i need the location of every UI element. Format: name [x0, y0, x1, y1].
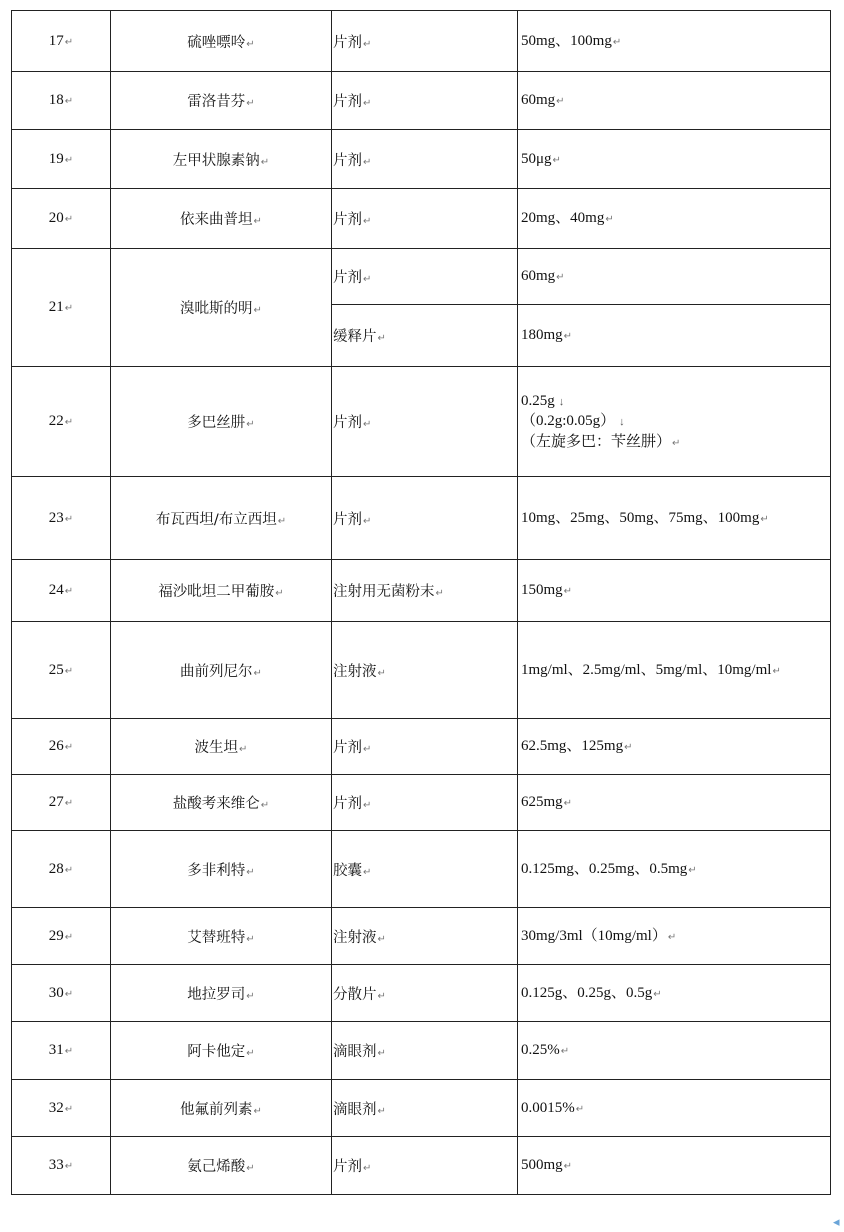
drug-name: 波生坦 — [194, 740, 239, 756]
cell-drug-name — [111, 1080, 332, 1137]
row-number: 18 — [48, 92, 64, 108]
cell-dosage-form — [332, 189, 518, 249]
specification-text: 0.125mg、0.25mg、0.5mg — [521, 860, 688, 877]
paragraph-mark-icon: ↵ — [64, 798, 74, 809]
paragraph-mark-icon: ↵ — [563, 331, 573, 343]
cell-specification — [518, 831, 831, 908]
specification-line — [521, 90, 830, 110]
paragraph-mark-icon: ↵ — [377, 1105, 386, 1117]
paragraph-mark-icon: ↵ — [563, 798, 573, 810]
paragraph-mark-icon: ↵ — [363, 515, 372, 527]
cell-specification — [518, 908, 831, 965]
paragraph-mark-icon: ↵ — [612, 36, 622, 48]
cell-drug-name — [111, 130, 332, 189]
cell-specification — [518, 1137, 831, 1195]
paragraph-mark-icon: ↵ — [624, 742, 633, 754]
paragraph-mark-icon: ↵ — [653, 988, 662, 1000]
specification-text: 62.5mg、125mg — [521, 738, 624, 755]
drug-spec-table — [11, 10, 831, 1195]
table-row — [12, 1137, 831, 1195]
paragraph-mark-icon: ↵ — [246, 990, 255, 1002]
table-row — [12, 908, 831, 965]
specification-text: （左旋多巴：苄丝肼） — [521, 433, 672, 450]
paragraph-mark-icon: ↵ — [64, 1161, 74, 1172]
specification-text: 10mg、25mg、50mg、75mg、100mg — [521, 509, 760, 526]
dosage-form: 片剂 — [333, 796, 362, 812]
cell-dosage-form — [332, 719, 518, 775]
paragraph-mark-icon: ↵ — [363, 156, 372, 168]
cell-number — [12, 72, 111, 130]
drug-name: 盐酸考来维仑 — [172, 796, 260, 812]
cell-number — [12, 367, 111, 477]
row-number: 22 — [48, 413, 64, 429]
specification-line — [521, 660, 830, 680]
cell-dosage-form — [332, 305, 518, 367]
table-row — [12, 560, 831, 622]
dosage-form: 片剂 — [333, 94, 362, 110]
paragraph-mark-icon: ↵ — [435, 588, 444, 599]
paragraph-mark-icon: ↵ — [64, 96, 74, 107]
specification-text: 0.25g — [521, 393, 555, 410]
specification-line — [521, 31, 830, 51]
line-break-mark-icon: ↓ — [558, 396, 565, 409]
paragraph-mark-icon: ↵ — [377, 333, 386, 344]
table-row — [12, 622, 831, 719]
paragraph-mark-icon: ↵ — [377, 667, 386, 679]
line-break-mark-icon: ↓ — [619, 416, 625, 429]
cell-dosage-form — [332, 560, 518, 622]
cell-number — [12, 477, 111, 560]
cell-drug-name — [111, 622, 332, 719]
paragraph-mark-icon: ↵ — [239, 744, 248, 755]
paragraph-mark-icon: ↵ — [246, 1048, 255, 1059]
cell-dosage-form — [332, 1022, 518, 1080]
cell-drug-name — [111, 775, 332, 831]
cell-specification — [518, 965, 831, 1022]
table-body — [12, 11, 831, 1195]
cell-dosage-form — [332, 1080, 518, 1137]
cell-drug-name — [111, 11, 332, 72]
paragraph-mark-icon: ↵ — [253, 1105, 262, 1117]
paragraph-mark-icon: ↵ — [672, 437, 681, 449]
specification-line — [521, 736, 830, 756]
paragraph-mark-icon: ↵ — [246, 98, 255, 109]
paragraph-mark-icon: ↵ — [260, 156, 270, 168]
specification-text: 50mg、100mg — [521, 32, 612, 49]
drug-name: 布瓦西坦/布立西坦 — [155, 511, 277, 528]
paragraph-mark-icon: ↵ — [64, 303, 74, 314]
cell-specification — [518, 367, 831, 477]
row-number: 25 — [48, 661, 64, 678]
specification-text: 60mg — [521, 268, 556, 285]
paragraph-mark-icon: ↵ — [275, 588, 284, 599]
cell-dosage-form — [332, 622, 518, 719]
row-number: 23 — [48, 509, 64, 526]
drug-name: 硫唑嘌呤 — [187, 34, 246, 51]
paragraph-mark-icon: ↵ — [772, 665, 781, 677]
paragraph-mark-icon: ↵ — [64, 742, 74, 753]
dosage-form: 注射液 — [333, 929, 377, 946]
cell-dosage-form — [332, 72, 518, 130]
specification-line — [521, 411, 830, 431]
cell-specification — [518, 477, 831, 560]
drug-name: 雷洛昔芬 — [187, 94, 246, 110]
cell-drug-name — [111, 831, 332, 908]
row-number: 17 — [48, 32, 64, 49]
cell-drug-name — [111, 72, 332, 130]
cell-specification — [518, 11, 831, 72]
specification-line — [521, 391, 830, 411]
drug-name: 曲前列尼尔 — [180, 663, 253, 680]
cell-drug-name — [111, 719, 332, 775]
cell-specification — [518, 719, 831, 775]
specification-line — [521, 1098, 830, 1118]
table-row — [12, 965, 831, 1022]
drug-name: 地拉罗司 — [187, 986, 246, 1003]
specification-text: 1mg/ml、2.5mg/ml、5mg/ml、10mg/ml — [521, 661, 772, 678]
paragraph-mark-icon: ↵ — [556, 272, 565, 284]
specification-line — [521, 266, 830, 286]
paragraph-mark-icon: ↵ — [64, 1103, 74, 1115]
dosage-form: 片剂 — [333, 34, 362, 51]
cell-drug-name — [111, 1022, 332, 1080]
table-row — [12, 249, 831, 305]
paragraph-mark-icon: ↵ — [363, 216, 372, 227]
paragraph-mark-icon: ↵ — [246, 38, 255, 50]
specification-line — [521, 208, 830, 228]
row-number: 33 — [48, 1157, 64, 1173]
paragraph-mark-icon: ↵ — [64, 154, 74, 166]
cell-number — [12, 560, 111, 622]
paragraph-mark-icon: ↵ — [363, 98, 372, 109]
table-row — [12, 1022, 831, 1080]
paragraph-mark-icon: ↵ — [552, 154, 561, 166]
paragraph-mark-icon: ↵ — [246, 1163, 255, 1174]
cell-number — [12, 130, 111, 189]
row-number: 32 — [48, 1099, 64, 1116]
specification-line — [521, 432, 830, 452]
cell-drug-name — [111, 908, 332, 965]
specification-text: 150mg — [521, 582, 563, 599]
paragraph-mark-icon: ↵ — [64, 417, 74, 428]
dosage-form: 片剂 — [333, 152, 362, 169]
row-number: 26 — [48, 738, 64, 754]
row-number: 24 — [48, 582, 64, 598]
paragraph-mark-icon: ↵ — [667, 931, 677, 943]
specification-line — [521, 580, 830, 600]
drug-name: 艾替班特 — [187, 929, 246, 946]
paragraph-mark-icon: ↵ — [688, 864, 697, 876]
paragraph-mark-icon: ↵ — [363, 419, 372, 430]
cell-number — [12, 719, 111, 775]
paragraph-mark-icon: ↵ — [760, 513, 769, 525]
paragraph-mark-icon: ↵ — [246, 866, 255, 878]
cell-dosage-form — [332, 908, 518, 965]
cell-drug-name — [111, 1137, 332, 1195]
paragraph-mark-icon: ↵ — [363, 866, 372, 878]
paragraph-mark-icon: ↵ — [64, 665, 74, 677]
paragraph-mark-icon: ↵ — [605, 214, 614, 226]
specification-text: 500mg — [521, 1157, 563, 1174]
paragraph-mark-icon: ↵ — [556, 96, 565, 108]
drug-name: 他氟前列素 — [180, 1101, 253, 1118]
cell-number — [12, 831, 111, 908]
dosage-form: 片剂 — [333, 212, 362, 228]
cell-number — [12, 189, 111, 249]
cell-dosage-form — [332, 477, 518, 560]
specification-text: 0.0015% — [521, 1099, 575, 1116]
specification-line — [521, 983, 830, 1003]
paragraph-mark-icon: ↵ — [560, 1046, 570, 1058]
paragraph-mark-icon: ↵ — [363, 1163, 372, 1174]
cell-drug-name — [111, 367, 332, 477]
dosage-form: 注射液 — [333, 663, 377, 680]
cell-number — [12, 965, 111, 1022]
row-number: 29 — [48, 927, 64, 944]
specification-text: 60mg — [521, 92, 556, 109]
specification-text: 30mg/3ml（10mg/ml） — [521, 927, 667, 944]
dosage-form: 分散片 — [333, 986, 377, 1003]
table-row — [12, 1080, 831, 1137]
dosage-form: 片剂 — [333, 740, 362, 756]
table-row — [12, 72, 831, 130]
paragraph-mark-icon: ↵ — [64, 1046, 74, 1057]
dosage-form: 胶囊 — [333, 862, 362, 879]
paragraph-mark-icon: ↵ — [377, 1048, 386, 1059]
specification-text: 50μg — [521, 150, 552, 167]
paragraph-mark-icon: ↵ — [563, 586, 573, 598]
table-row — [12, 775, 831, 831]
cell-specification — [518, 775, 831, 831]
paragraph-mark-icon: ↵ — [253, 216, 262, 227]
dosage-form: 片剂 — [333, 511, 362, 528]
cell-drug-name — [111, 477, 332, 560]
row-number: 30 — [48, 984, 64, 1001]
cell-number — [12, 622, 111, 719]
cell-dosage-form — [332, 130, 518, 189]
paragraph-mark-icon: ↵ — [363, 744, 372, 755]
paragraph-mark-icon: ↵ — [64, 864, 74, 876]
paragraph-mark-icon: ↵ — [253, 305, 262, 316]
specification-line — [521, 926, 830, 946]
drug-name: 溴吡斯的明 — [180, 301, 253, 317]
paragraph-mark-icon: ↵ — [64, 214, 74, 225]
dosage-form: 滴眼剂 — [333, 1101, 377, 1118]
specification-line — [521, 325, 830, 345]
dosage-form: 片剂 — [333, 1159, 362, 1175]
dosage-form: 滴眼剂 — [333, 1044, 377, 1060]
specification-line — [521, 859, 830, 879]
specification-line — [521, 508, 830, 528]
paragraph-mark-icon: ↵ — [563, 1161, 573, 1173]
drug-name: 左甲状腺素钠 — [172, 152, 260, 169]
cell-drug-name — [111, 560, 332, 622]
dosage-form: 片剂 — [333, 270, 362, 286]
paragraph-mark-icon: ↵ — [377, 990, 386, 1002]
row-number: 31 — [48, 1042, 64, 1058]
paragraph-mark-icon: ↵ — [64, 586, 74, 597]
drug-name: 依来曲普坦 — [180, 212, 253, 228]
table-row — [12, 367, 831, 477]
row-number: 28 — [48, 860, 64, 877]
specification-text: 625mg — [521, 794, 563, 811]
row-number: 21 — [48, 299, 64, 315]
specification-text: （0.2g:0.05g） — [521, 413, 616, 430]
specification-line — [521, 792, 830, 812]
cell-specification — [518, 249, 831, 305]
cell-dosage-form — [332, 775, 518, 831]
paragraph-mark-icon: ↵ — [64, 513, 74, 525]
cell-specification — [518, 305, 831, 367]
cell-number — [12, 249, 111, 367]
cell-specification — [518, 560, 831, 622]
paragraph-mark-icon: ↵ — [260, 800, 270, 811]
cell-specification — [518, 130, 831, 189]
document-edge-marker-icon: ◂ — [833, 1215, 840, 1230]
paragraph-mark-icon: ↵ — [363, 38, 372, 50]
cell-dosage-form — [332, 1137, 518, 1195]
specification-text: 0.25% — [521, 1042, 560, 1059]
specification-text: 0.125g、0.25g、0.5g — [521, 984, 653, 1001]
paragraph-mark-icon: ↵ — [64, 36, 74, 48]
row-number: 27 — [48, 794, 64, 810]
cell-number — [12, 1080, 111, 1137]
paragraph-mark-icon: ↵ — [64, 988, 74, 1000]
table-row — [12, 189, 831, 249]
table-row — [12, 477, 831, 560]
paragraph-mark-icon: ↵ — [246, 419, 255, 430]
cell-dosage-form — [332, 249, 518, 305]
drug-name: 多巴丝肼 — [187, 415, 246, 431]
cell-dosage-form — [332, 965, 518, 1022]
paragraph-mark-icon: ↵ — [575, 1103, 585, 1115]
drug-name: 氨己烯酸 — [187, 1159, 246, 1175]
cell-specification — [518, 1080, 831, 1137]
dosage-form: 缓释片 — [333, 329, 377, 345]
table-row — [12, 11, 831, 72]
specification-line — [521, 1040, 830, 1060]
cell-specification — [518, 622, 831, 719]
paragraph-mark-icon: ↵ — [64, 931, 74, 943]
row-number: 20 — [48, 210, 64, 226]
dosage-form: 片剂 — [333, 415, 362, 431]
dosage-form: 注射用无菌粉末 — [333, 584, 435, 600]
specification-text: 180mg — [521, 327, 563, 344]
cell-specification — [518, 189, 831, 249]
cell-specification — [518, 72, 831, 130]
paragraph-mark-icon: ↵ — [246, 933, 255, 945]
cell-drug-name — [111, 249, 332, 367]
cell-dosage-form — [332, 831, 518, 908]
cell-number — [12, 1137, 111, 1195]
paragraph-mark-icon: ↵ — [377, 933, 386, 945]
paragraph-mark-icon: ↵ — [363, 800, 372, 811]
cell-drug-name — [111, 189, 332, 249]
paragraph-mark-icon: ↵ — [277, 515, 287, 527]
cell-dosage-form — [332, 367, 518, 477]
cell-specification — [518, 1022, 831, 1080]
drug-name: 福沙吡坦二甲葡胺 — [158, 584, 275, 600]
cell-number — [12, 775, 111, 831]
specification-text: 20mg、40mg — [521, 210, 605, 227]
paragraph-mark-icon: ↵ — [363, 274, 372, 285]
drug-name: 阿卡他定 — [187, 1044, 246, 1060]
cell-number — [12, 1022, 111, 1080]
cell-dosage-form — [332, 11, 518, 72]
paragraph-mark-icon: ↵ — [253, 667, 262, 679]
specification-line — [521, 149, 830, 169]
cell-number — [12, 11, 111, 72]
cell-number — [12, 908, 111, 965]
row-number: 19 — [48, 150, 64, 167]
cell-drug-name — [111, 965, 332, 1022]
table-row — [12, 719, 831, 775]
specification-line — [521, 1155, 830, 1175]
table-row — [12, 130, 831, 189]
drug-name: 多非利特 — [187, 862, 246, 879]
table-row — [12, 831, 831, 908]
